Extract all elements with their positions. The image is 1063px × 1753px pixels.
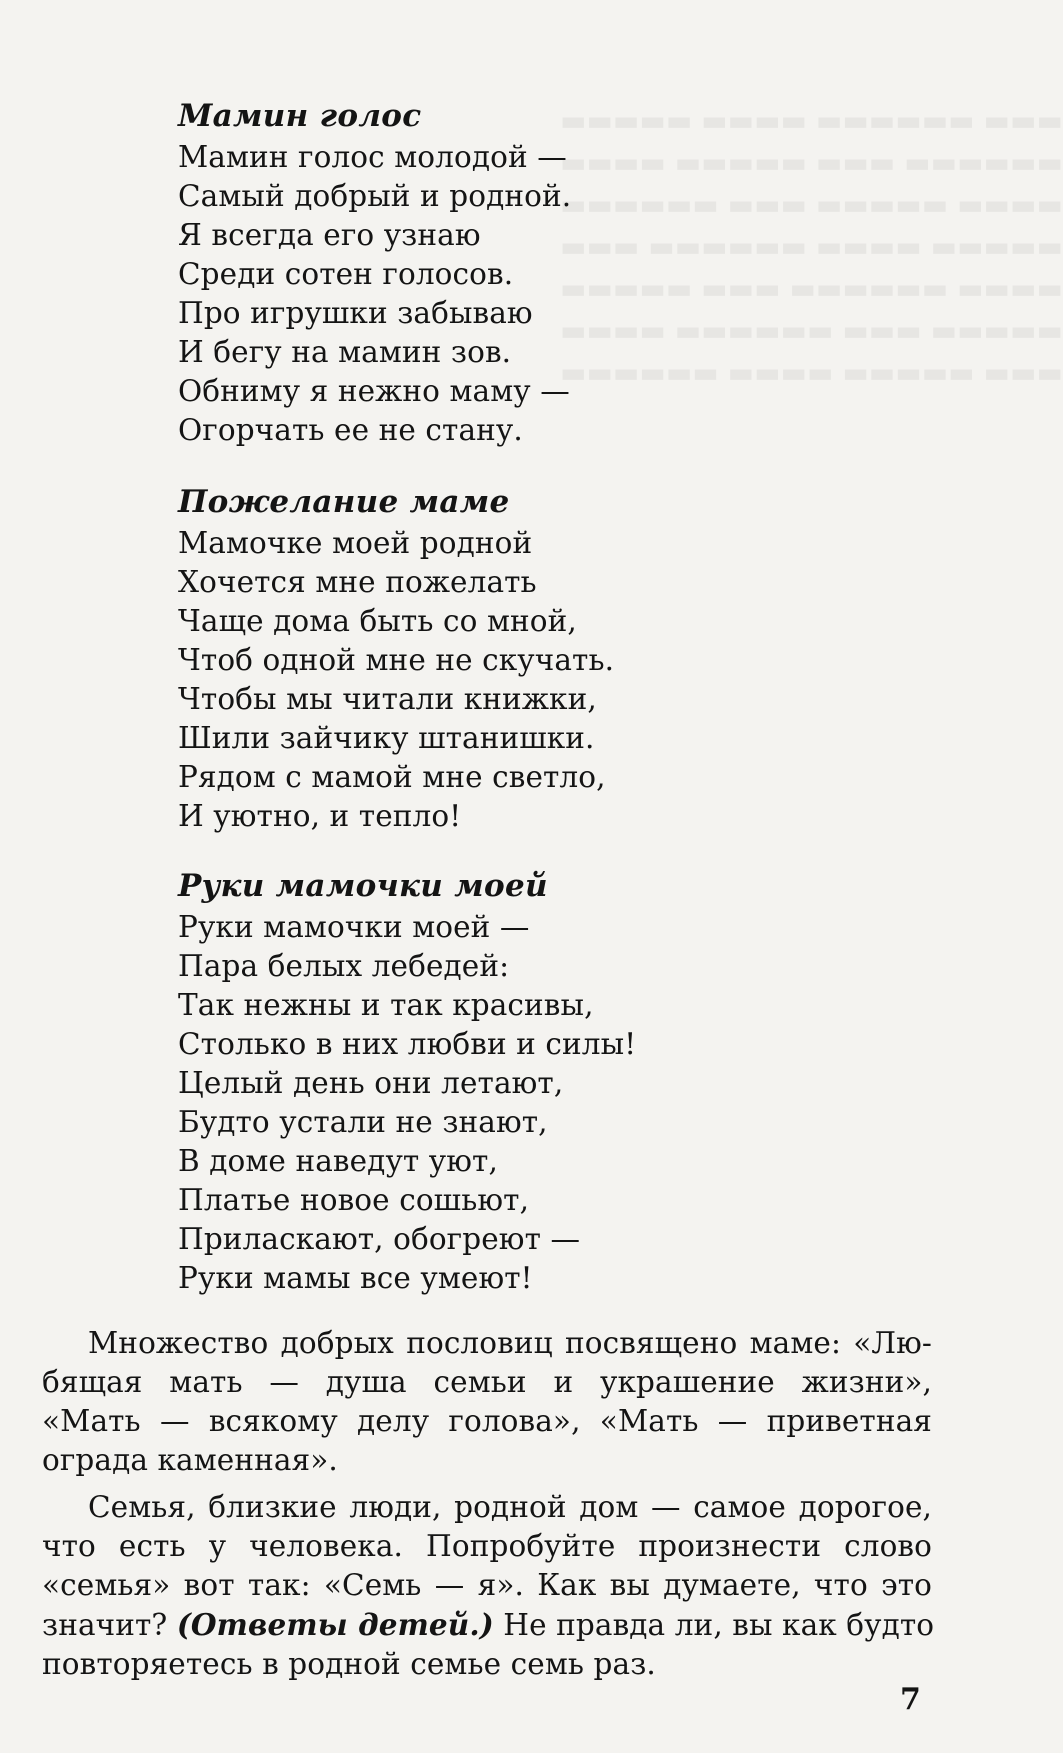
poem-line: Про игрушки забываю	[178, 296, 533, 330]
bleed-through-texture: ▬▬▬▬▬ ▬▬▬▬ ▬▬▬▬▬▬ ▬▬▬ ▬▬▬▬ ▬▬▬▬▬ ▬▬▬ ▬▬▬▬▬▬ ▬▬▬▬▬▬ ▬▬▬ ▬▬▬▬▬ ▬▬▬▬ ▬▬▬ ▬▬▬▬▬▬ ▬▬▬▬ ▬▬▬▬▬ ▬▬▬▬▬ ▬▬▬ ▬▬▬▬▬▬ ▬▬▬▬ ▬▬▬▬ ▬▬▬▬▬▬ ▬▬▬ ▬▬▬▬▬ ▬▬▬▬▬▬ ▬▬▬▬ ▬▬▬▬▬ ▬▬▬	[560, 104, 1063, 389]
paragraph-family	[42, 1488, 935, 1684]
poem-line: Среди сотен голосов.	[178, 257, 514, 291]
paragraph-line: Множество добрых пословиц посвящено маме: «Лю-	[88, 1326, 932, 1360]
poem-line: Рядом с мамой мне светло,	[178, 760, 606, 794]
poem-line: Целый день они летают,	[178, 1066, 564, 1100]
poem-line: И уютно, и тепло!	[178, 799, 462, 833]
poem-line: Самый добрый и родной.	[178, 179, 572, 213]
text-fragment: Не правда ли, вы как будто	[503, 1608, 935, 1642]
poem-line: Огорчать ее не стану.	[178, 413, 523, 447]
poem-line: Пара белых лебедей:	[178, 949, 510, 983]
poem-line: Чтоб одной мне не скучать.	[178, 643, 615, 677]
poem-mamin-golos	[178, 96, 878, 450]
poem-line: Будто устали не знают,	[178, 1105, 548, 1139]
paragraph-proverbs	[42, 1324, 932, 1480]
poem-title: Мамин голос	[178, 98, 422, 134]
poem-line: Шили зайчику штанишки.	[178, 721, 595, 755]
paragraph-line: «семья» вот так: «Семь — я». Как вы думаете, что это	[42, 1568, 932, 1602]
poem-line: Чаще дома быть со мной,	[178, 604, 577, 638]
poem-line: В доме наведут уют,	[178, 1144, 498, 1178]
paragraph-line	[42, 1605, 935, 1645]
poem-line: И бегу на мамин зов.	[178, 335, 512, 369]
paragraph-line: что есть у человека. Попробуйте произнести слово	[42, 1529, 932, 1563]
poem-line: Так нежны и так красивы,	[178, 988, 594, 1022]
poem-title: Пожелание маме	[178, 484, 510, 520]
poem-line: Приласкают, обогреют —	[178, 1222, 581, 1256]
poem-line: Руки мамочки моей —	[178, 910, 530, 944]
poem-line: Мамин голос молодой —	[178, 140, 567, 174]
paragraph-line: Семья, близкие люди, родной дом — самое дорогое,	[88, 1490, 932, 1524]
poem-line: Руки мамы все умеют!	[178, 1261, 533, 1295]
text-fragment: значит?	[42, 1608, 168, 1642]
poem-ruki-mamochki	[178, 866, 878, 1298]
paragraph-line: повторяетесь в родной семье семь раз.	[42, 1647, 656, 1681]
poem-pozhelanie-mame	[178, 482, 878, 836]
poem-line: Я всегда его узнаю	[178, 218, 481, 252]
paragraph-line: ограда каменная».	[42, 1443, 338, 1477]
poem-line: Платье новое сошьют,	[178, 1183, 530, 1217]
poem-line: Чтобы мы читали книжки,	[178, 682, 597, 716]
paragraph-line: бящая мать — душа семьи и украшение жизни»,	[42, 1365, 932, 1399]
poem-line: Мамочке моей родной	[178, 526, 533, 560]
poem-title: Руки мамочки моей	[178, 868, 548, 904]
children-answers-note: (Ответы детей.)	[176, 1607, 494, 1642]
page-number: 7	[900, 1682, 921, 1717]
poem-line: Хочется мне пожелать	[178, 565, 537, 599]
poem-line: Столько в них любви и силы!	[178, 1027, 637, 1061]
paragraph-line: «Мать — всякому делу голова», «Мать — приветная	[42, 1404, 932, 1438]
poem-line: Обниму я нежно маму —	[178, 374, 570, 408]
